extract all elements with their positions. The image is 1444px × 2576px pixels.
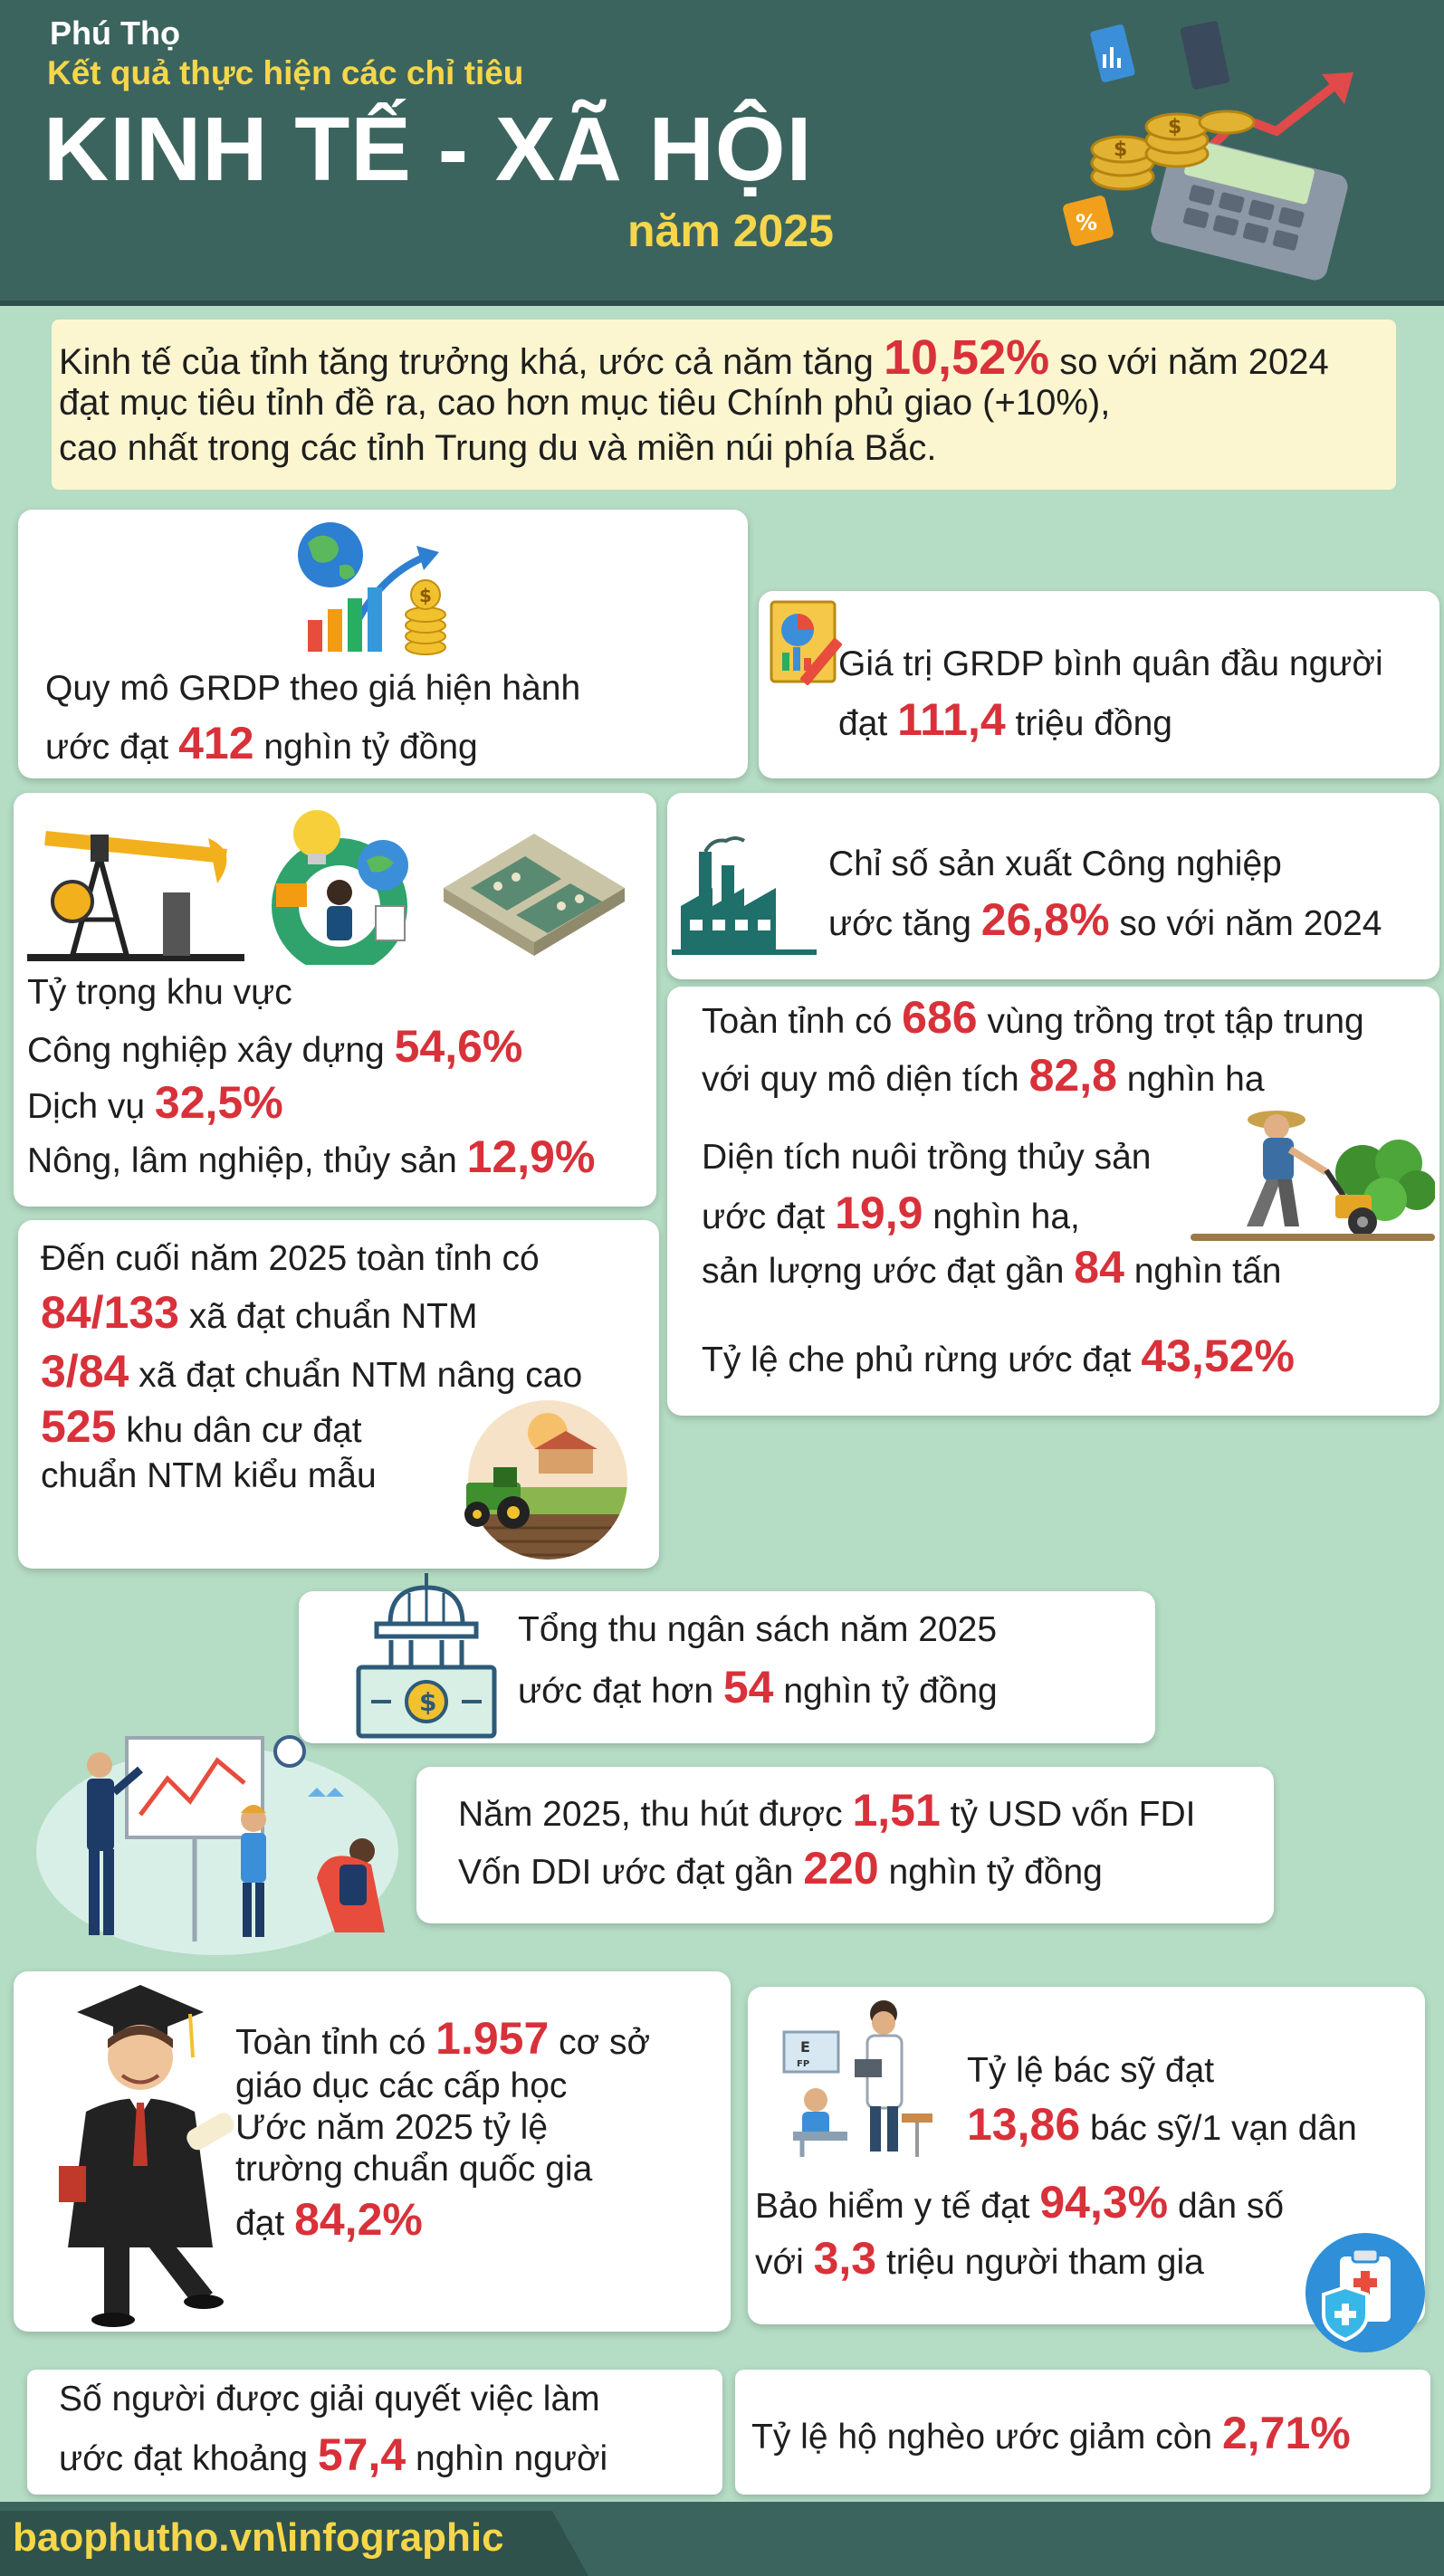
standard-school-rate-value: 84,2% — [294, 2194, 423, 2245]
crop-area-value: 82,8 — [1028, 1050, 1117, 1101]
industrial-index-suffix: so với năm 2024 — [1119, 904, 1382, 943]
new-rural-card — [18, 1220, 659, 1569]
grdp-per-capita-value: 111,4 — [897, 694, 1006, 745]
grdp-per-capita-unit: triệu đồng — [1015, 704, 1172, 743]
employment-value: 57,4 — [317, 2429, 406, 2480]
svg-text:$: $ — [1168, 116, 1182, 138]
aquaculture-label: Diện tích nuôi trồng thủy sản — [702, 1138, 1152, 1177]
factory-icon — [672, 834, 817, 960]
grdp-per-capita-card — [759, 591, 1439, 778]
office-worker-icon — [249, 797, 430, 965]
doctor-patient-icon — [766, 1996, 938, 2159]
intro-line-2: đạt mục tiêu tỉnh đề ra, cao hơn mục tiêu Chính phủ giao (+10%), — [59, 383, 1111, 423]
services-share-value: 32,5% — [154, 1077, 283, 1128]
poverty-label: Tỷ lệ hộ nghèo ước giảm còn — [751, 2418, 1213, 2457]
agriculture-share-value: 12,9% — [466, 1131, 596, 1182]
investment-card — [416, 1767, 1274, 1923]
standard-school-row: đạt 84,2% — [235, 2194, 423, 2245]
school-count-value: 1.957 — [435, 2013, 550, 2064]
ddi-row: Vốn DDI ước đạt gần 220 nghìn tỷ đồng — [458, 1843, 1103, 1894]
intro-text: Kinh tế của tỉnh tăng trưởng khá, ước cả năm tăng — [59, 342, 874, 382]
oil-pump-icon — [27, 802, 244, 965]
grdp-per-capita-prefix: đạt — [838, 704, 888, 743]
doctor-ratio-value: 13,86 — [967, 2099, 1081, 2150]
education-line-3: Ước năm 2025 tỷ lệ — [235, 2108, 549, 2147]
intro-summary-box — [52, 320, 1396, 490]
school-count-row: Toàn tỉnh có 1.957 cơ sở — [235, 2013, 651, 2064]
sector-share-card — [14, 793, 656, 1207]
sector-row-agriculture: Nông, lâm nghiệp, thủy sản 12,9% — [27, 1131, 596, 1182]
crop-zone-row: Toàn tỉnh có 686 vùng trồng trọt tập trung — [702, 992, 1364, 1043]
grdp-value: 412 — [178, 718, 254, 768]
grdp-card — [18, 510, 748, 778]
budget-value: 54 — [722, 1662, 774, 1713]
industry-share-value: 54,6% — [394, 1021, 523, 1072]
ntm-row: 3/84 xã đạt chuẩn NTM nâng cao — [41, 1346, 583, 1397]
doctor-ratio-label: Tỷ lệ bác sỹ đạt — [967, 2051, 1215, 2090]
ntm-last-line: chuẩn NTM kiểu mẫu — [41, 1456, 377, 1495]
health-card — [748, 1987, 1425, 2324]
grdp-prefix: ước đạt — [45, 728, 169, 767]
poverty-card — [735, 2370, 1430, 2495]
industrial-index-card — [667, 793, 1439, 979]
ntm-commune-value: 84/133 — [41, 1287, 179, 1338]
business-meeting-icon — [36, 1715, 407, 1955]
employment-card — [27, 2370, 722, 2495]
source-link[interactable]: baophutho.vn\infographic — [13, 2515, 504, 2560]
grdp-per-capita-label: Giá trị GRDP bình quân đầu người — [838, 644, 1383, 683]
employment-label: Số người được giải quyết việc làm — [59, 2380, 600, 2419]
industrial-index-value: 26,8% — [980, 894, 1110, 945]
crop-zone-count-value: 686 — [902, 992, 978, 1043]
crop-area-row: với quy mô diện tích 82,8 nghìn ha — [702, 1050, 1265, 1101]
svg-text:$: $ — [419, 585, 432, 606]
globe-growth-chart-icon — [290, 520, 462, 656]
header-year: năm 2025 — [627, 205, 834, 256]
grdp-unit: nghìn tỷ đồng — [263, 728, 478, 767]
aquaculture-output-value: 84 — [1074, 1242, 1124, 1293]
agriculture-card — [667, 987, 1439, 1416]
education-line-4: trường chuẩn quốc gia — [235, 2150, 593, 2189]
forest-cover-row: Tỷ lệ che phủ rừng ước đạt 43,52% — [702, 1331, 1295, 1381]
svg-text:$: $ — [419, 1687, 437, 1717]
employment-unit: nghìn người — [416, 2439, 608, 2478]
ntm-row: 525 khu dân cư đạt — [41, 1401, 362, 1452]
graduate-icon — [41, 1985, 249, 2329]
new-rural-intro: Đến cuối năm 2025 toàn tỉnh có — [41, 1239, 540, 1278]
education-card — [14, 1971, 731, 2332]
insurance-rate-value: 94,3% — [1039, 2177, 1169, 2228]
insurance-row: Bảo hiểm y tế đạt 94,3% dân số — [755, 2177, 1285, 2228]
ntm-row: 84/133 xã đạt chuẩn NTM — [41, 1287, 478, 1338]
province-name: Phú Thọ — [50, 14, 180, 52]
growth-rate-value: 10,52% — [883, 330, 1050, 385]
svg-text:%: % — [1076, 210, 1098, 235]
insurance-participants-row: với 3,3 triệu người tham gia — [755, 2233, 1204, 2284]
svg-text:$: $ — [1114, 138, 1128, 161]
header-divider — [0, 301, 1444, 306]
ntm-model-value: 525 — [41, 1401, 117, 1452]
poverty-rate-value: 2,71% — [1221, 2408, 1351, 2458]
tractor-field-icon — [430, 1397, 647, 1564]
budget-label: Tổng thu ngân sách năm 2025 — [518, 1610, 998, 1649]
fdi-value: 1,51 — [852, 1785, 941, 1836]
industrial-index-prefix: ước tăng — [828, 904, 971, 943]
budget-card — [299, 1591, 1155, 1743]
svg-text:FP: FP — [797, 2059, 810, 2069]
grdp-label: Quy mô GRDP theo giá hiện hành — [45, 669, 581, 708]
sector-row-industry: Công nghiệp xây dựng 54,6% — [27, 1021, 523, 1072]
aquaculture-area-value: 19,9 — [835, 1188, 923, 1238]
insurance-participants-value: 3,3 — [813, 2233, 877, 2284]
farmer-tiller-icon — [1191, 1100, 1435, 1245]
sector-row-services: Dịch vụ 32,5% — [27, 1077, 283, 1128]
health-insurance-shield-icon — [1304, 2231, 1427, 2354]
budget-unit: nghìn tỷ đồng — [783, 1672, 998, 1711]
forest-cover-value: 43,52% — [1141, 1331, 1295, 1381]
aquaculture-area-row: ước đạt 19,9 nghìn ha, — [702, 1188, 1080, 1238]
intro-text: so với năm 2024 — [1059, 342, 1329, 382]
fdi-row: Năm 2025, thu hút được 1,51 tỷ USD vốn FDI — [458, 1785, 1196, 1836]
svg-text:E: E — [800, 2038, 810, 2056]
intro-line-3: cao nhất trong các tỉnh Trung du và miền núi phía Bắc. — [59, 428, 937, 468]
aquaculture-ponds-icon — [435, 816, 634, 960]
finance-calculator-coins-icon — [1050, 18, 1376, 281]
budget-prefix: ước đạt hơn — [518, 1672, 714, 1711]
aquaculture-output-row: sản lượng ước đạt gần 84 nghìn tấn — [702, 1242, 1282, 1293]
employment-prefix: ước đạt khoảng — [59, 2439, 309, 2478]
sector-share-heading: Tỷ trọng khu vực — [27, 973, 292, 1012]
ntm-advanced-value: 3/84 — [41, 1346, 129, 1397]
header-subtitle: Kết quả thực hiện các chỉ tiêu — [47, 54, 524, 91]
ddi-value: 220 — [803, 1843, 879, 1894]
page-title: KINH TẾ - XÃ HỘI — [43, 99, 813, 200]
industrial-index-label: Chỉ số sản xuất Công nghiệp — [828, 844, 1282, 883]
doctor-ratio-row: 13,86 bác sỹ/1 vạn dân — [967, 2099, 1357, 2150]
education-line-2: giáo dục các cấp học — [235, 2066, 568, 2105]
